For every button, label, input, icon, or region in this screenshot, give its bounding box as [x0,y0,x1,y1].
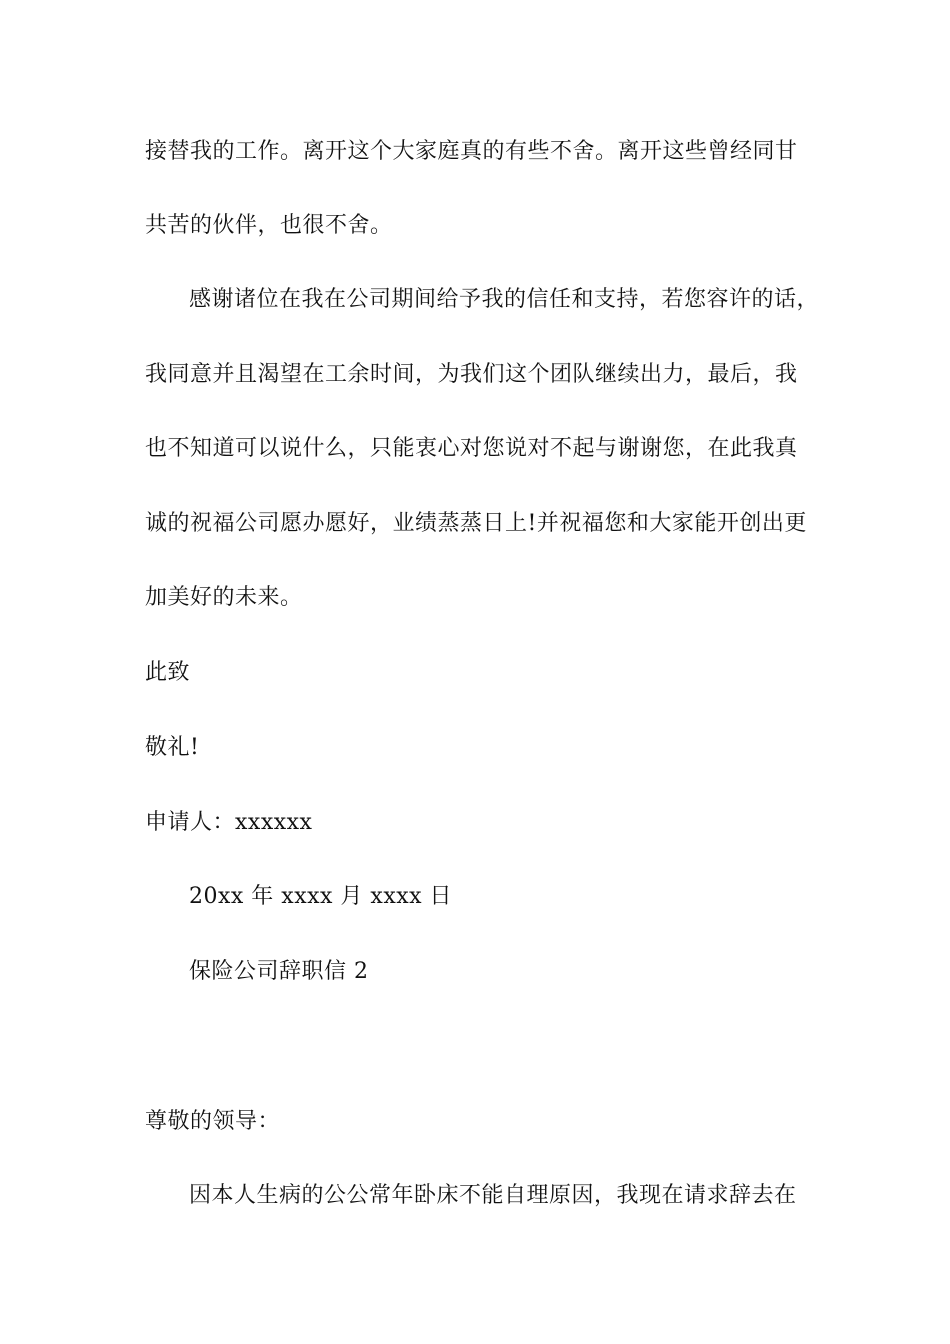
body-line-1: 接替我的工作。离开这个大家庭真的有些不舍。离开这些曾经同甘 [145,139,798,164]
body-line-3: 感谢诸位在我在公司期间给予我的信任和支持，若您容许的话， [189,287,820,312]
date-line: 20xx 年 xxxx 月 xxxx 日 [189,884,453,909]
body-line-7: 加美好的未来。 [145,585,303,610]
body-line-4: 我同意并且渴望在工余时间，为我们这个团队继续出力，最后，我 [145,362,798,387]
closing-salutation: 此致 [145,660,191,685]
body-line-6: 诚的祝福公司愿办愿好，业绩蒸蒸日上!并祝福您和大家能开创出更 [145,511,807,536]
body-line-2: 共苦的伙伴，也很不舍。 [145,213,393,238]
body-line-8: 因本人生病的公公常年卧床不能自理原因，我现在请求辞去在 [189,1183,797,1208]
applicant-line: 申请人：xxxxxx [145,810,313,835]
closing-regards: 敬礼! [145,735,200,760]
section-title: 保险公司辞职信 2 [189,959,369,984]
greeting-line: 尊敬的领导： [145,1109,281,1134]
body-line-5: 也不知道可以说什么，只能衷心对您说对不起与谢谢您，在此我真 [145,436,798,461]
